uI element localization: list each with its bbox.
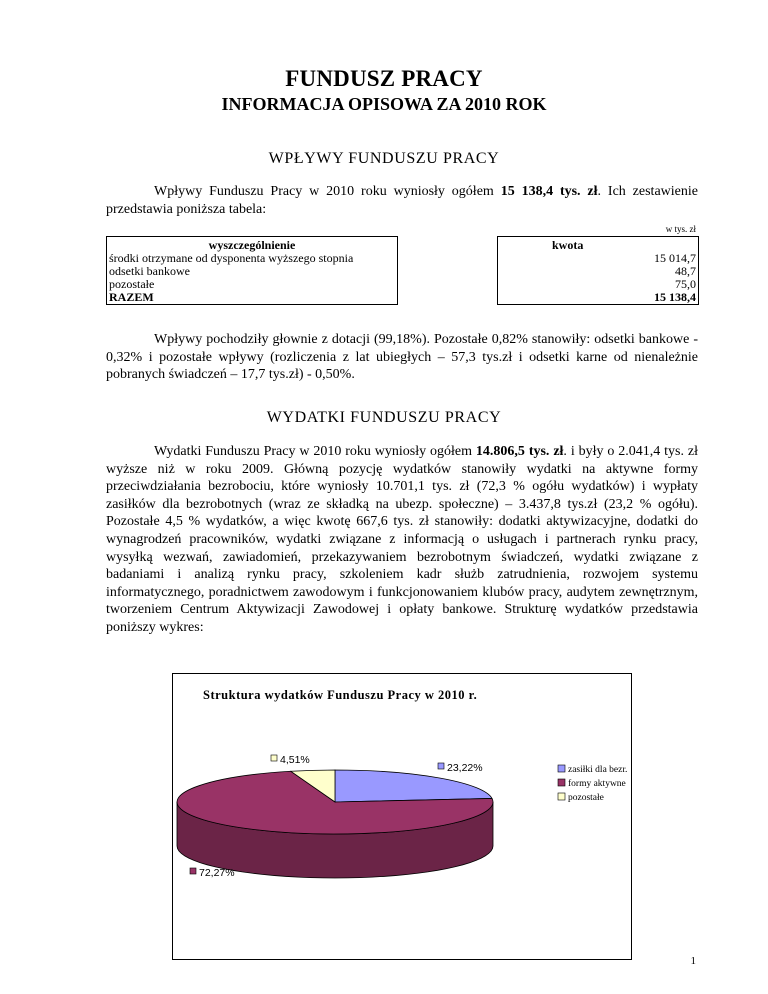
legend-swatch-0	[558, 765, 565, 772]
paragraph-inflows-total: 15 138,4 tys. zł	[500, 184, 598, 199]
table-cell-value: 48,7	[498, 265, 699, 278]
table-row	[107, 252, 699, 265]
data-label-0: 23,22%	[447, 762, 483, 774]
legend-label-1: formy aktywne	[568, 779, 626, 789]
paragraph-expenditures-total: 14.806,5 tys. zł	[475, 444, 564, 459]
data-label-1: 72,27%	[199, 867, 235, 879]
table-cell-label: środki otrzymane od dysponenta wyższego stopnia	[107, 252, 398, 265]
paragraph-inflow-structure-text: Wpływy pochodziły głownie z dotacji (99,18%). Pozostałe 0,82% stanowiły: odsetki bankowe - 0,32% i pozostałe wpływy (rozliczenia z lat ubiegłych – 57,3 tys.zł i odsetki karne od nienależnie pobranych świadczeń – 17,7 tys.zł) - 0,50%.	[106, 332, 698, 383]
paragraph-expenditures-text-end: . i były o 2.041,4 tys. zł wyższe niż w roku 2009. Główną pozycję wydatków stanowiły wydatki na aktywne formy przeciwdziałania bezrobociu, które wyniosły 10.701,1 tys. zł (72,3 % ogółu wydatków) i wypłaty zasiłków dla bezrobotnych (wraz ze składką na ubezp. społeczne) – 3.437,8 tys.zł (23,2 % ogółu). Pozostałe 4,5 % wydatków, a więc kwotę 667,6 tys. zł stanowiły: dodatki aktywizacyjne, dodatki do wynagrodzeń pracowników, wydatki związane z informacją o usługach i partnerach rynku pracy, wysyłką wezwań, zawiadomień, przekazywaniem bezrobotnym świadczeń, wydatki związane z badaniami i analizą rynku pracy, szkoleniem kadr służb zatrudnienia, rozwojem systemu informatycznego, poradnictwem zawodowym i funkcjonowaniem klubów pracy, audytem zewnętrznym, tworzeniem Centrum Aktywizacji Zawodowej i opłaty bankowe. Strukturę wydatków przedstawia poniższy wykres:	[106, 444, 698, 635]
table-unit-label: w tys. zł	[665, 224, 696, 234]
section-heading-inflows: WPŁYWY FUNDUSZU PRACY	[268, 150, 500, 167]
data-label-key-1	[190, 868, 196, 874]
paragraph-inflow-structure	[106, 331, 698, 384]
page-number: 1	[690, 955, 696, 967]
pie-chart-svg	[173, 674, 633, 961]
paragraph-expenditures	[106, 443, 698, 637]
table-header-amount: kwota	[498, 237, 699, 253]
data-label-2: 4,51%	[280, 754, 310, 766]
table-total-value: 15 138,4	[498, 291, 699, 305]
document-title: FUNDUSZ PRACY	[285, 66, 483, 91]
data-label-key-0	[438, 763, 444, 769]
pie-slice-0	[335, 770, 492, 802]
data-label-key-2	[271, 755, 277, 761]
table-header-item: wyszczególnienie	[107, 237, 398, 253]
expenditure-chart	[172, 673, 632, 960]
document-subtitle: INFORMACJA OPISOWA ZA 2010 ROK	[221, 94, 547, 114]
chart-title: Struktura wydatków Funduszu Pracy w 2010 r.	[203, 688, 478, 702]
table-row	[107, 265, 699, 278]
legend-swatch-2	[558, 793, 565, 800]
paragraph-inflows-text-end: . Ich zestawienie przedstawia poniższa tabela:	[106, 184, 698, 217]
table-header-row	[107, 237, 699, 253]
table-total-label: RAZEM	[107, 291, 398, 305]
table-cell-label: odsetki bankowe	[107, 265, 398, 278]
paragraph-inflows-text: Wpływy Funduszu Pracy w 2010 roku wyniosły ogółem	[154, 184, 501, 199]
paragraph-inflows	[106, 183, 698, 218]
legend-label-0: zasiłki dla bezr.	[568, 765, 628, 775]
table-cell-value: 75,0	[498, 278, 699, 291]
section-heading-expenditures: WYDATKI FUNDUSZU PRACY	[266, 409, 502, 426]
table-total-row	[107, 291, 699, 305]
table-cell-label: pozostałe	[107, 278, 398, 291]
paragraph-expenditures-text: Wydatki Funduszu Pracy w 2010 roku wyniosły ogółem	[154, 444, 476, 459]
legend-label-2: pozostałe	[568, 793, 604, 803]
inflows-table	[106, 236, 699, 305]
legend-swatch-1	[558, 779, 565, 786]
table-cell-value: 15 014,7	[498, 252, 699, 265]
table-row	[107, 278, 699, 291]
